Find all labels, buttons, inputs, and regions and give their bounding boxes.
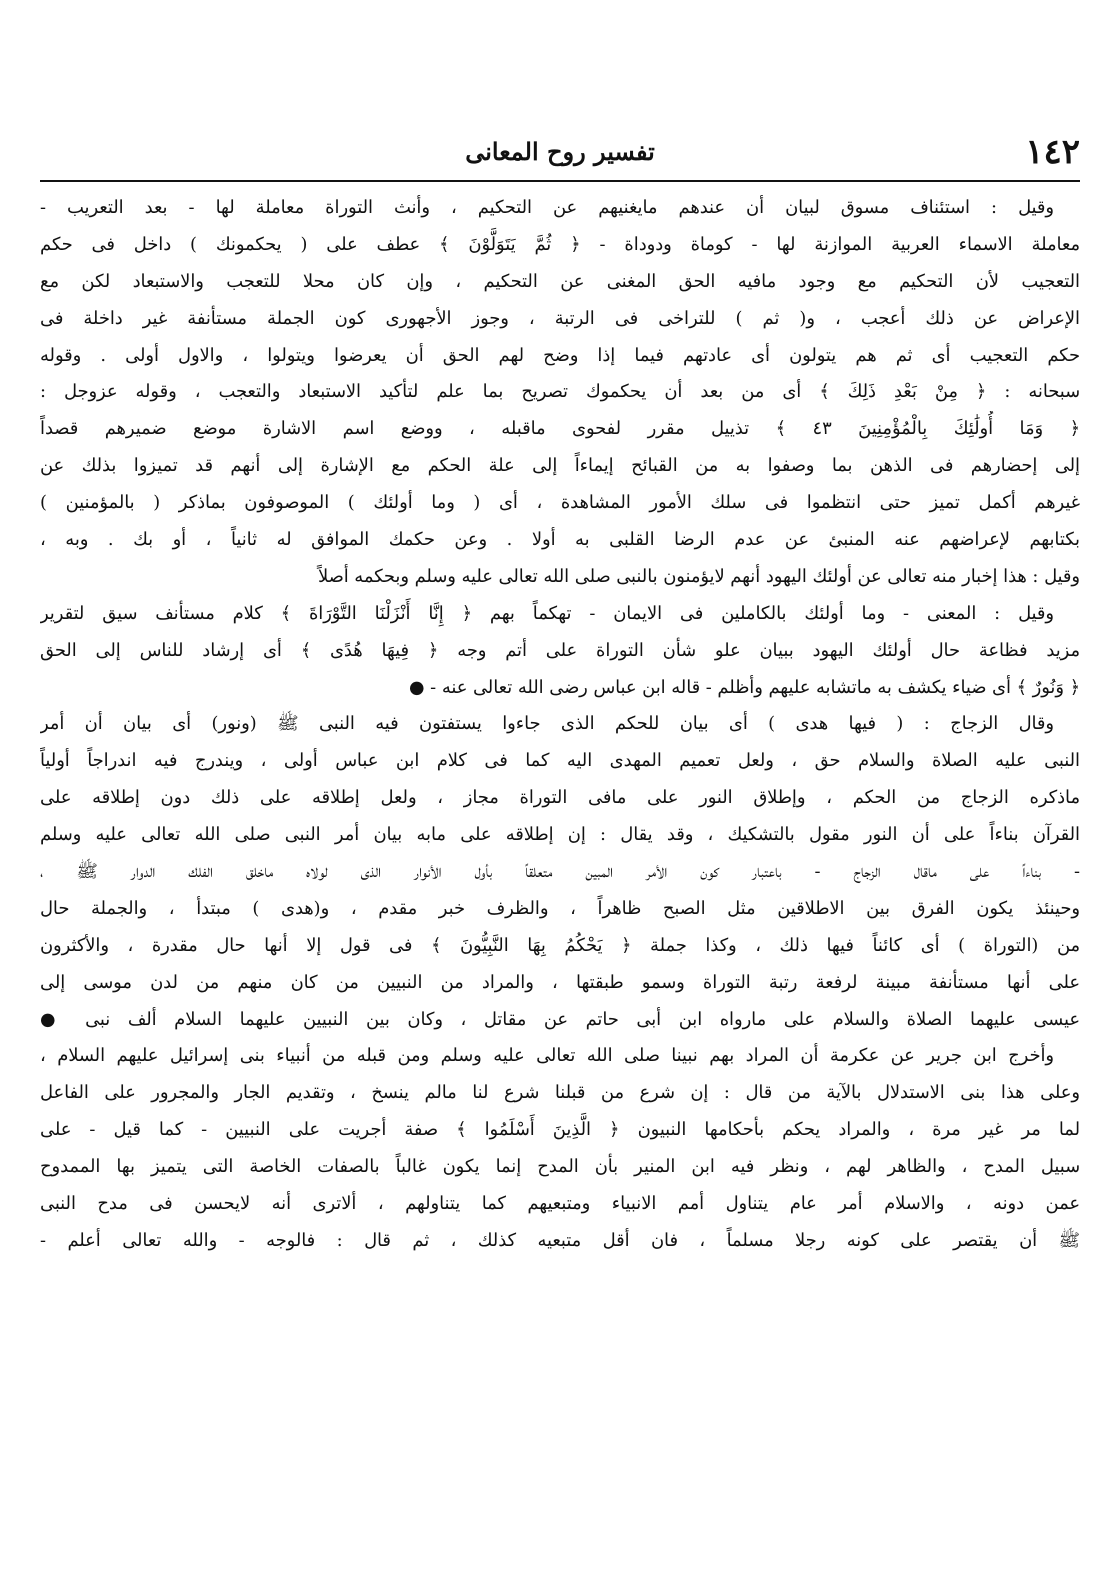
tafsir-body-text — [40, 190, 1080, 1260]
text-line: حكم التعجيب أى ثم هم يتولون أى عادتهم فيما إذا وضح لهم الحق أن يعرضوا ويتولوا ، والاول أولى . وقوله — [40, 344, 1080, 366]
text-line: سبيل المدح ، والظاهر لهم ، ونظر فيه ابن المنير بأن المدح إنما يكون غالباً بالصفات الخاصة التى يتميز بها الممدوح — [40, 1156, 1080, 1178]
text-line: بكتابهم لإعراضهم عنه المنبئ عن عدم الرضا القلبى به أولا . وعن حكمك الموافق له ثانياً ، أو بك . وبه ، — [40, 529, 1080, 551]
text-line: على أنها مستأنفة مبينة لرفعة رتبة التوراة وسمو طبقتها ، والمراد من النبيين من كان منهم من لدن موسى إلى — [40, 971, 1080, 993]
text-line: وحينئذ يكون الفرق بين الاطلاقين مثل الصبح ظاهراً ، والظرف خبر مقدم ، و(هدى ) مبتدأ ، والجملة حال — [40, 897, 1080, 919]
page-number: ١٤٢ — [1025, 132, 1080, 172]
text-line: معاملة الاسماء العربية الموازنة لها - كوماة ودوداة - ﴿ ثُمَّ يَتَوَلَّوْنَ ﴾ عطف على ( يحكمونك ) داخل فى حكم — [40, 233, 1080, 255]
text-line: الإعراض عن ذلك أعجب ، و( ثم ) للتراخى فى الرتبة ، وجوز الأجهورى كون الجملة مستأنفة غير داخلة فى — [40, 307, 1080, 329]
text-line: عيسى عليهما الصلاة والسلام على مارواه ابن أبى حاتم عن مقاتل ، وكان بين النبيين عليهما السلام ألف نبى ● — [40, 1008, 1080, 1030]
page-header — [40, 130, 1080, 178]
text-line: ﴿ وَمَا أُولَٰئِكَ بِالْمُؤْمِنِينَ ٤٣ ﴾ تذييل مقرر لفحوى ماقبله ، ووضع اسم الاشارة موضع ضميرهم قصداً — [40, 418, 1080, 440]
text-line: لما مر غير مرة ، والمراد يحكم بأحكامها النبيون ﴿ الَّذِينَ أَسْلَمُوا ﴾ صفة أجريت على النبيين - كما قيل - على — [40, 1119, 1080, 1141]
text-line: وقيل : استئناف مسوق لبيان أن عندهم مايغنيهم عن التحكيم ، وأنث التوراة معاملة لها - بعد التعريب - — [40, 197, 1054, 218]
text-line: ماذكره الزجاج من الحكم ، وإطلاق النور على مافى التوراة مجاز ، ولعل إطلاقه على ذلك دون إطلاقه على — [40, 787, 1080, 809]
text-line: من (التوراة ) أى كائناً فيها ذلك ، وكذا جملة ﴿ يَحْكُمُ بِهَا النَّبِيُّونَ ﴾ فى قول إلا أنها حال مقدرة ، والأكثرون — [40, 934, 1080, 956]
text-line: وقيل : المعنى - وما أولئك بالكاملين فى الايمان - تهكماً بهم ﴿ إِنَّا أَنْزَلْنَا التَّوْرَاةَ ﴾ كلام مستأنف سيق لتقرير — [40, 602, 1054, 624]
text-line: ﴿ وَنُورٌ ﴾ أى ضياء يكشف به ماتشابه عليهم وأظلم - قاله ابن عباس رضى الله تعالى عنه - ● — [409, 676, 1080, 698]
text-line: ﷺ أن يقتصر على كونه رجلا مسلماً ، فان أقل متبعيه كذلك ، ثم قال : فالوجه - والله تعالى أعلم - — [40, 1229, 1080, 1251]
text-line: النبى عليه الصلاة والسلام حق ، ولعل تعميم المهدى اليه كما فى كلام ابن عباس أولى ، ويندرج فيه اندراجاً أولياً — [40, 750, 1080, 772]
text-line: سبحانه : ﴿ مِنْ بَعْدِ ذَلِكَ ﴾ أى من بعد أن يحكموك تصريح بما علم لتأكيد الاستبعاد والتعجب ، وقوله عزوجل : — [40, 381, 1080, 403]
text-line: وأخرج ابن جرير عن عكرمة أن المراد بهم نبينا صلى الله تعالى عليه وسلم ومن قبله من أنبياء بنى إسرائيل عليهم السلام ، — [40, 1045, 1054, 1067]
text-line: عمن دونه ، والاسلام أمر عام يتناول أمم الانبياء ومتبعيهم كما يتناولهم ، ألاترى أنه لايحسن فى مدح النبى — [40, 1193, 1080, 1215]
text-line: وقيل : هذا إخبار منه تعالى عن أولئك اليهود أنهم لايؤمنون بالنبى صلى الله تعالى عليه وسلم وبحكمه أصلاً — [318, 565, 1080, 587]
text-line: وعلى هذا بنى الاستدلال بالآية من قال : إن شرع من قبلنا شرع لنا مالم ينسخ ، وتقديم الجار والمجرور على الفاعل — [40, 1082, 1080, 1104]
text-line: مزيد فظاعة حال أولئك اليهود ببيان علو شأن التوراة على أتم وجه ﴿ فِيهَا هُدًى ﴾ أى إرشاد للناس إلى الحق — [40, 639, 1080, 661]
text-line: غيرهم أكمل تميز حتى انتظموا فى سلك الأمور المشاهدة ، أى ( وما أولئك ) الموصوفون بماذكر ( بالمؤمنين ) — [40, 492, 1080, 514]
text-line: القرآن بناءاً على أن النور مقول بالتشكيك ، وقد يقال : إن إطلاقه على مابه بيان أمر النبى صلى الله تعالى عليه وسلم — [40, 824, 1080, 846]
text-line: التعجيب لأن التحكيم مع وجود مافيه الحق المغنى عن التحكيم ، وإن كان محلا للتعجب والاستبعاد لكن مع — [40, 270, 1080, 292]
text-line: وقال الزجاج : ( فيها هدى ) أى بيان للحكم الذى جاءوا يستفتون فيه النبى ﷺ (ونور) أى بيان أن أمر — [40, 713, 1054, 735]
running-title: تفسير روح المعانى — [465, 137, 655, 166]
header-rule — [40, 180, 1080, 182]
text-line: - بناءاً على ماقال الزجاج - باعتبار كون الأمر المبين متعلقاً بأول الأنوار الذى لولاه ماخلق الفلك الدوار ﷺ ، — [40, 861, 1080, 883]
text-line: إلى إحضارهم فى الذهن بما وصفوا به من القبائح إيماءاً إلى علة الحكم مع الإشارة إلى أنهم قد تميزوا بذلك عن — [40, 455, 1080, 477]
